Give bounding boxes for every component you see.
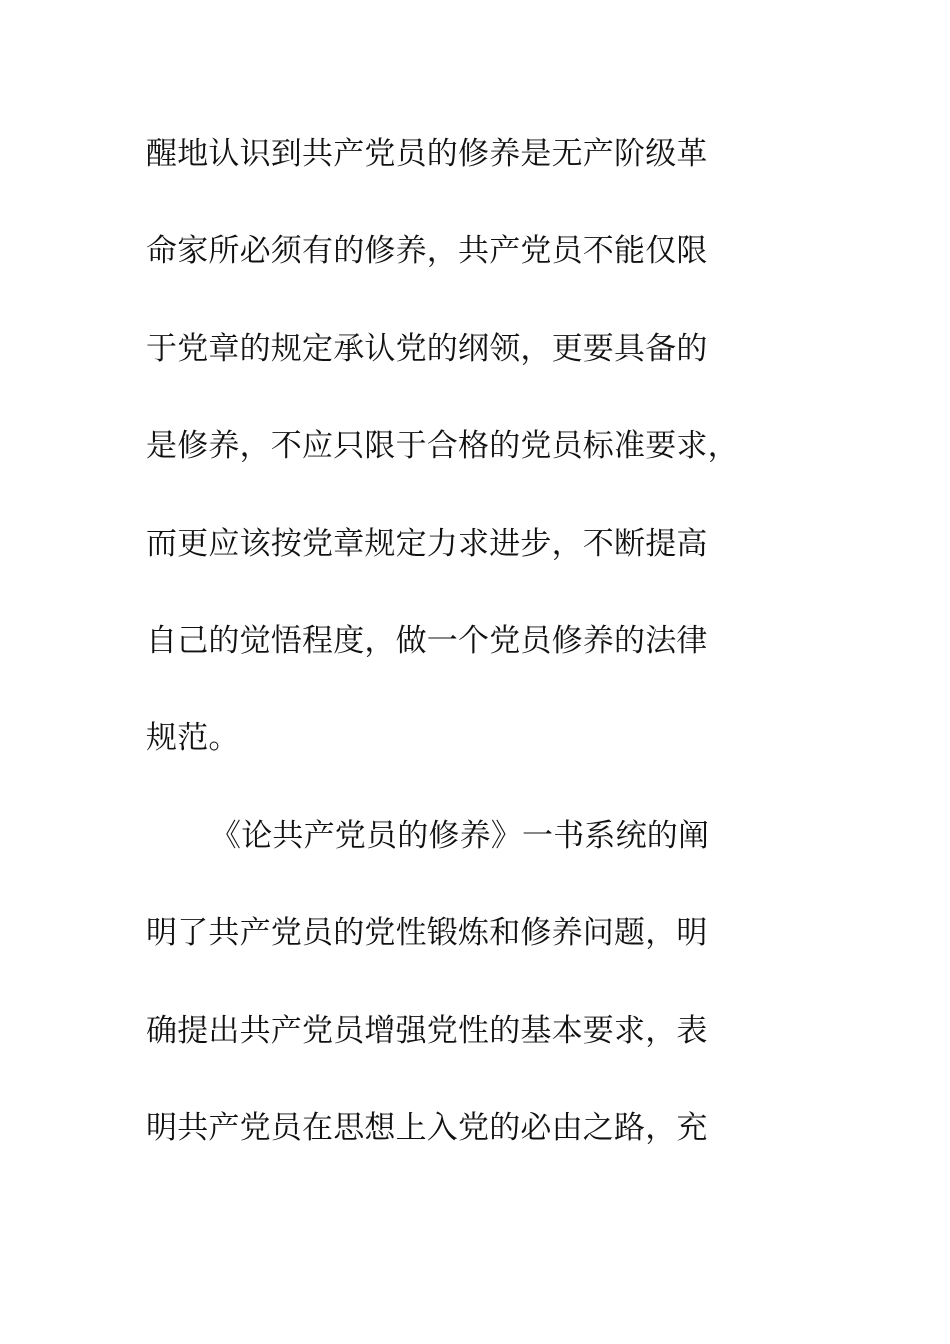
paragraph-1-line-3: 于党章的规定承认党的纲领，更要具备的 [146,330,708,367]
paragraph-1-line-1: 醒地认识到共产党员的修养是无产阶级革 [146,136,708,172]
paragraph-1-line-4: 是修养，不应只限于合格的党员标准要求， [146,428,739,465]
paragraph-1-line-6: 自己的觉悟程度，做一个党员修养的法律 [146,622,708,659]
document-body [146,122,806,1193]
paragraph-1-line-5: 而更应该按党章规定力求进步，不断提高 [146,525,708,562]
paragraph-2-line-1: 《论共产党员的修养》一书系统的阐 [210,817,710,854]
paragraph-2 [146,804,806,1194]
paragraph-2-line-4: 明共产党员在思想上入党的必由之路，充 [146,1109,708,1146]
paragraph-1-line-2: 命家所必须有的修养，共产党员不能仅限 [146,233,708,270]
paragraph-2-line-3: 确提出共产党员增强党性的基本要求，表 [146,1012,708,1049]
paragraph-2-line-2: 明了共产党员的党性锻炼和修养问题，明 [146,915,708,952]
paragraph-1-line-7: 规范。 [146,720,240,757]
paragraph-1 [146,122,806,804]
